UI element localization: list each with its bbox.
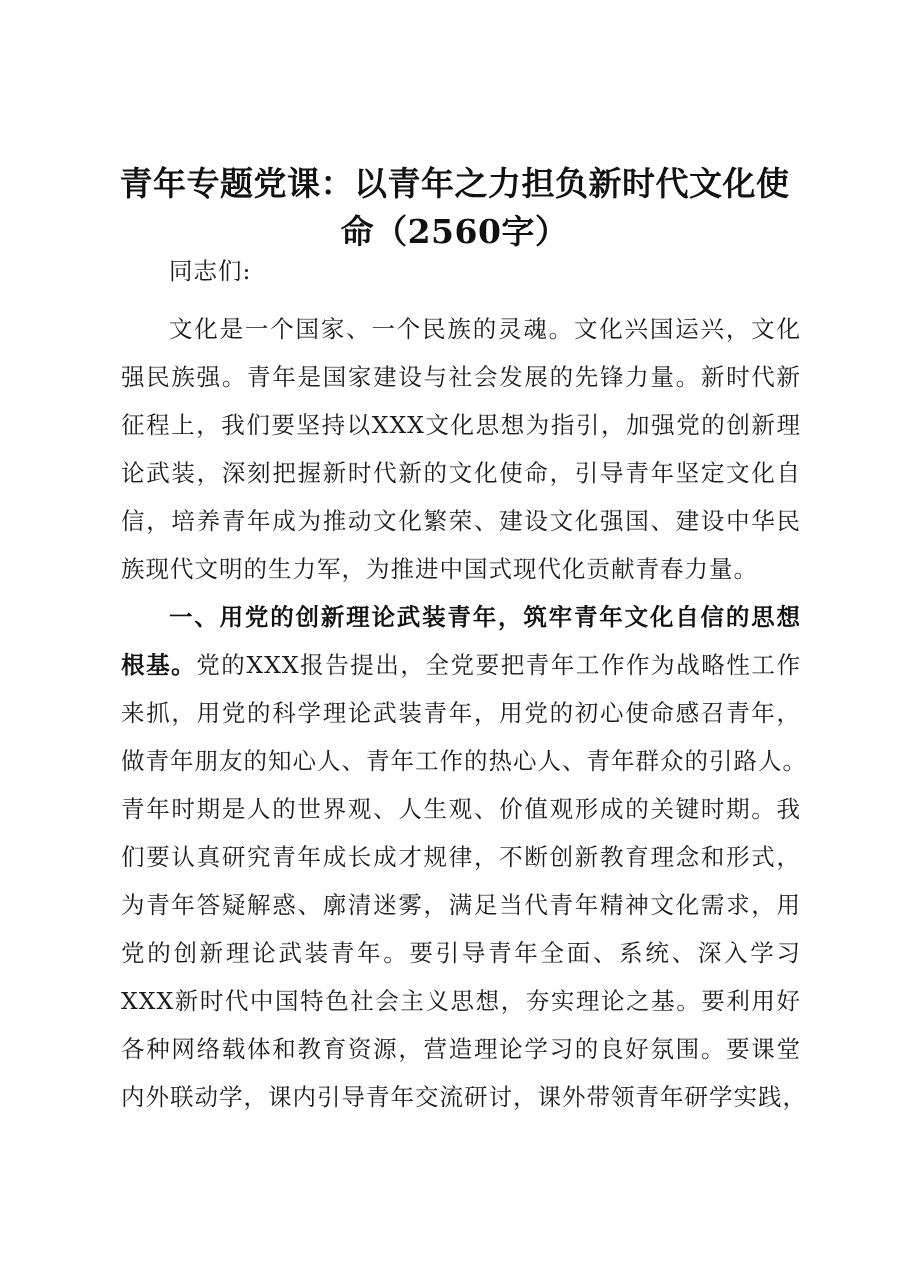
section-1-line: 做青年朋友的知心人、青年工作的热心人、青年群众的引路人。 xyxy=(121,747,807,775)
salutation: 同志们: xyxy=(169,257,252,285)
document-title-line-2: 命（2560字） xyxy=(340,212,569,251)
paragraph-1-line: 信，培养青年成为推动文化繁荣、建设文化强国、建设中华民 xyxy=(121,507,801,535)
section-1-line: 来抓，用党的科学理论武装青年，用党的初心使命感召青年， xyxy=(121,699,801,727)
section-1-line: 党的创新理论武装青年。要引导青年全面、系统、深入学习 xyxy=(121,939,801,967)
paragraph-1-line: 族现代文明的生力军，为推进中国式现代化贡献青春力量。 xyxy=(121,555,758,583)
section-1-line: 各种网络载体和教育资源，营造理论学习的良好氛围。要课堂 xyxy=(121,1035,801,1063)
section-1-first-line-text: 党的XXX报告提出，全党要把青年工作作为战略性工作 xyxy=(196,651,801,679)
paragraph-1-line: 征程上，我们要坚持以XXX文化思想为指引，加强党的创新理 xyxy=(121,411,801,439)
section-1-heading-continuation-line xyxy=(121,649,801,681)
section-1-heading: 一、用党的创新理论武装青年，筑牢青年文化自信的思想 xyxy=(169,603,801,631)
paragraph-1-line: 文化是一个国家、一个民族的灵魂。文化兴国运兴，文化 xyxy=(169,315,801,343)
paragraph-1-line: 强民族强。青年是国家建设与社会发展的先锋力量。新时代新 xyxy=(121,363,801,391)
document-title-line-1: 青年专题党课：以青年之力担负新时代文化使 xyxy=(119,164,790,203)
paragraph-1-line: 论武装，深刻把握新时代新的文化使命，引导青年坚定文化自 xyxy=(121,459,801,487)
section-1-line: 内外联动学，课内引导青年交流研讨，课外带领青年研学实践， xyxy=(121,1083,807,1111)
section-1-line: XXX新时代中国特色社会主义思想，夯实理论之基。要利用好 xyxy=(121,987,801,1015)
section-1-heading-tail: 根基。 xyxy=(121,651,197,679)
section-1-line: 青年时期是人的世界观、人生观、价值观形成的关键时期。我 xyxy=(121,795,801,823)
section-1-line: 们要认真研究青年成长成才规律，不断创新教育理念和形式， xyxy=(121,843,801,871)
section-1-line: 为青年答疑解惑、廓清迷雾，满足当代青年精神文化需求，用 xyxy=(121,891,801,919)
